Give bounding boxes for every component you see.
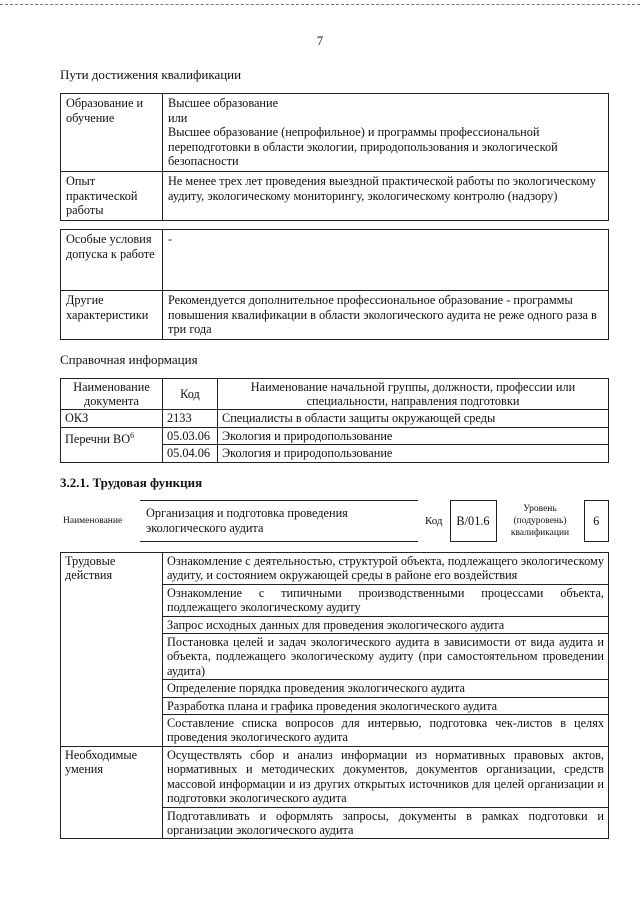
table-row	[61, 427, 609, 445]
special-conditions-value: -	[163, 230, 609, 291]
labor-actions-table	[60, 552, 609, 839]
doc-cell: Перечни $ВО^6$	[61, 427, 163, 462]
labor-action-row-item: Запрос исходных данных для проведения экологического аудита	[163, 616, 609, 633]
skill-row-label: Необходимые умения	[61, 746, 163, 838]
labor-action-row-item: Ознакомление с типичными производственными процессами объекта, подлежащего экологическому аудиту	[163, 584, 609, 616]
level-value: 6	[584, 501, 609, 542]
labor-action-row-item: Постановка целей и задач экологического аудита в зависимости от вида аудита и объекта, подлежащего экологическому аудиту (при самостоятельном проведении аудита)	[163, 634, 609, 680]
level-label: Уровень (подуровень) квалификации	[510, 504, 570, 538]
table-row	[61, 94, 609, 172]
function-code: B/01.6	[450, 501, 496, 542]
conditions-table	[60, 229, 609, 340]
labor-action-row-label: Трудовые действия	[61, 553, 163, 747]
code-cell: 2133	[163, 410, 218, 428]
qualification-paths-heading: Пути достижения квалификации	[60, 67, 242, 82]
column-header: Наименование документа	[61, 379, 163, 410]
skill-row-item: Осуществлять сбор и анализ информации из нормативных правовых актов, нормативных и методических документов, документов организации, средств массовой информации и из других открытых источников для целей организации и подготовки экологического аудита	[163, 746, 609, 807]
column-header: Код	[163, 379, 218, 410]
labor-action-row	[61, 553, 609, 585]
labor-action-row-item: Составление списка вопросов для интервью, подготовка чек-листов в целях проведения экологического аудита	[163, 715, 609, 747]
function-name: Организация и подготовка проведения экологического аудита	[140, 501, 418, 542]
code-label: Код	[424, 514, 443, 527]
name-cell: Экология и природопользование	[218, 427, 609, 445]
table-header-row	[61, 379, 609, 410]
labor-action-row-item: Разработка плана и графика проведения экологического аудита	[163, 697, 609, 714]
table-row	[61, 291, 609, 340]
experience-value: Не менее трех лет проведения выездной практической работы по экологическому аудиту, экологическому мониторингу, экологическому контролю (надзору)	[163, 171, 609, 220]
reference-table	[60, 378, 609, 463]
table-row	[61, 410, 609, 428]
education-value: Высшее образование или Высшее образование (непрофильное) и программы профессиональной переподготовки в области экологии, природопользования и экологической безопасности	[163, 94, 609, 172]
experience-label: Опыт практической работы	[61, 171, 163, 220]
other-characteristics-label: Другие характеристики	[61, 291, 163, 340]
skill-row-item: Подготавливать и оформлять запросы, документы в рамках подготовки и организации экологического аудита	[163, 807, 609, 839]
column-header: Наименование начальной группы, должности, профессии или специальности, направления подготовки	[218, 379, 609, 410]
table-row	[61, 230, 609, 291]
education-label: Образование и обучение	[61, 94, 163, 172]
top-divider	[0, 4, 640, 5]
page-number: 7	[316, 34, 324, 48]
special-conditions-label: Особые условия допуска к работе	[61, 230, 163, 291]
name-cell: Экология и природопользование	[218, 445, 609, 463]
qualification-paths-table	[60, 93, 609, 221]
labor-function-heading: 3.2.1. Трудовая функция	[60, 475, 203, 490]
doc-cell: ОКЗ	[61, 410, 163, 428]
reference-heading: Справочная информация	[60, 352, 198, 367]
footnote-mark: 6	[130, 430, 135, 440]
labor-action-row-item: Определение порядка проведения экологического аудита	[163, 680, 609, 697]
name-label: Наименование	[63, 515, 123, 526]
skill-row	[61, 746, 609, 807]
code-cell: 05.04.06	[163, 445, 218, 463]
name-cell: Специалисты в области защиты окружающей среды	[218, 410, 609, 428]
table-row	[61, 171, 609, 220]
other-characteristics-value: Рекомендуется дополнительное профессиональное образование - программы повышения квалификации в области экологического аудита не реже одного раза в три года	[163, 291, 609, 340]
labor-function-header	[60, 500, 609, 542]
code-cell: 05.03.06	[163, 427, 218, 445]
labor-action-row-item: Ознакомление с деятельностью, структурой объекта, подлежащего экологическому аудиту, и состоянием окружающей среды в районе его воздействия	[163, 553, 609, 585]
